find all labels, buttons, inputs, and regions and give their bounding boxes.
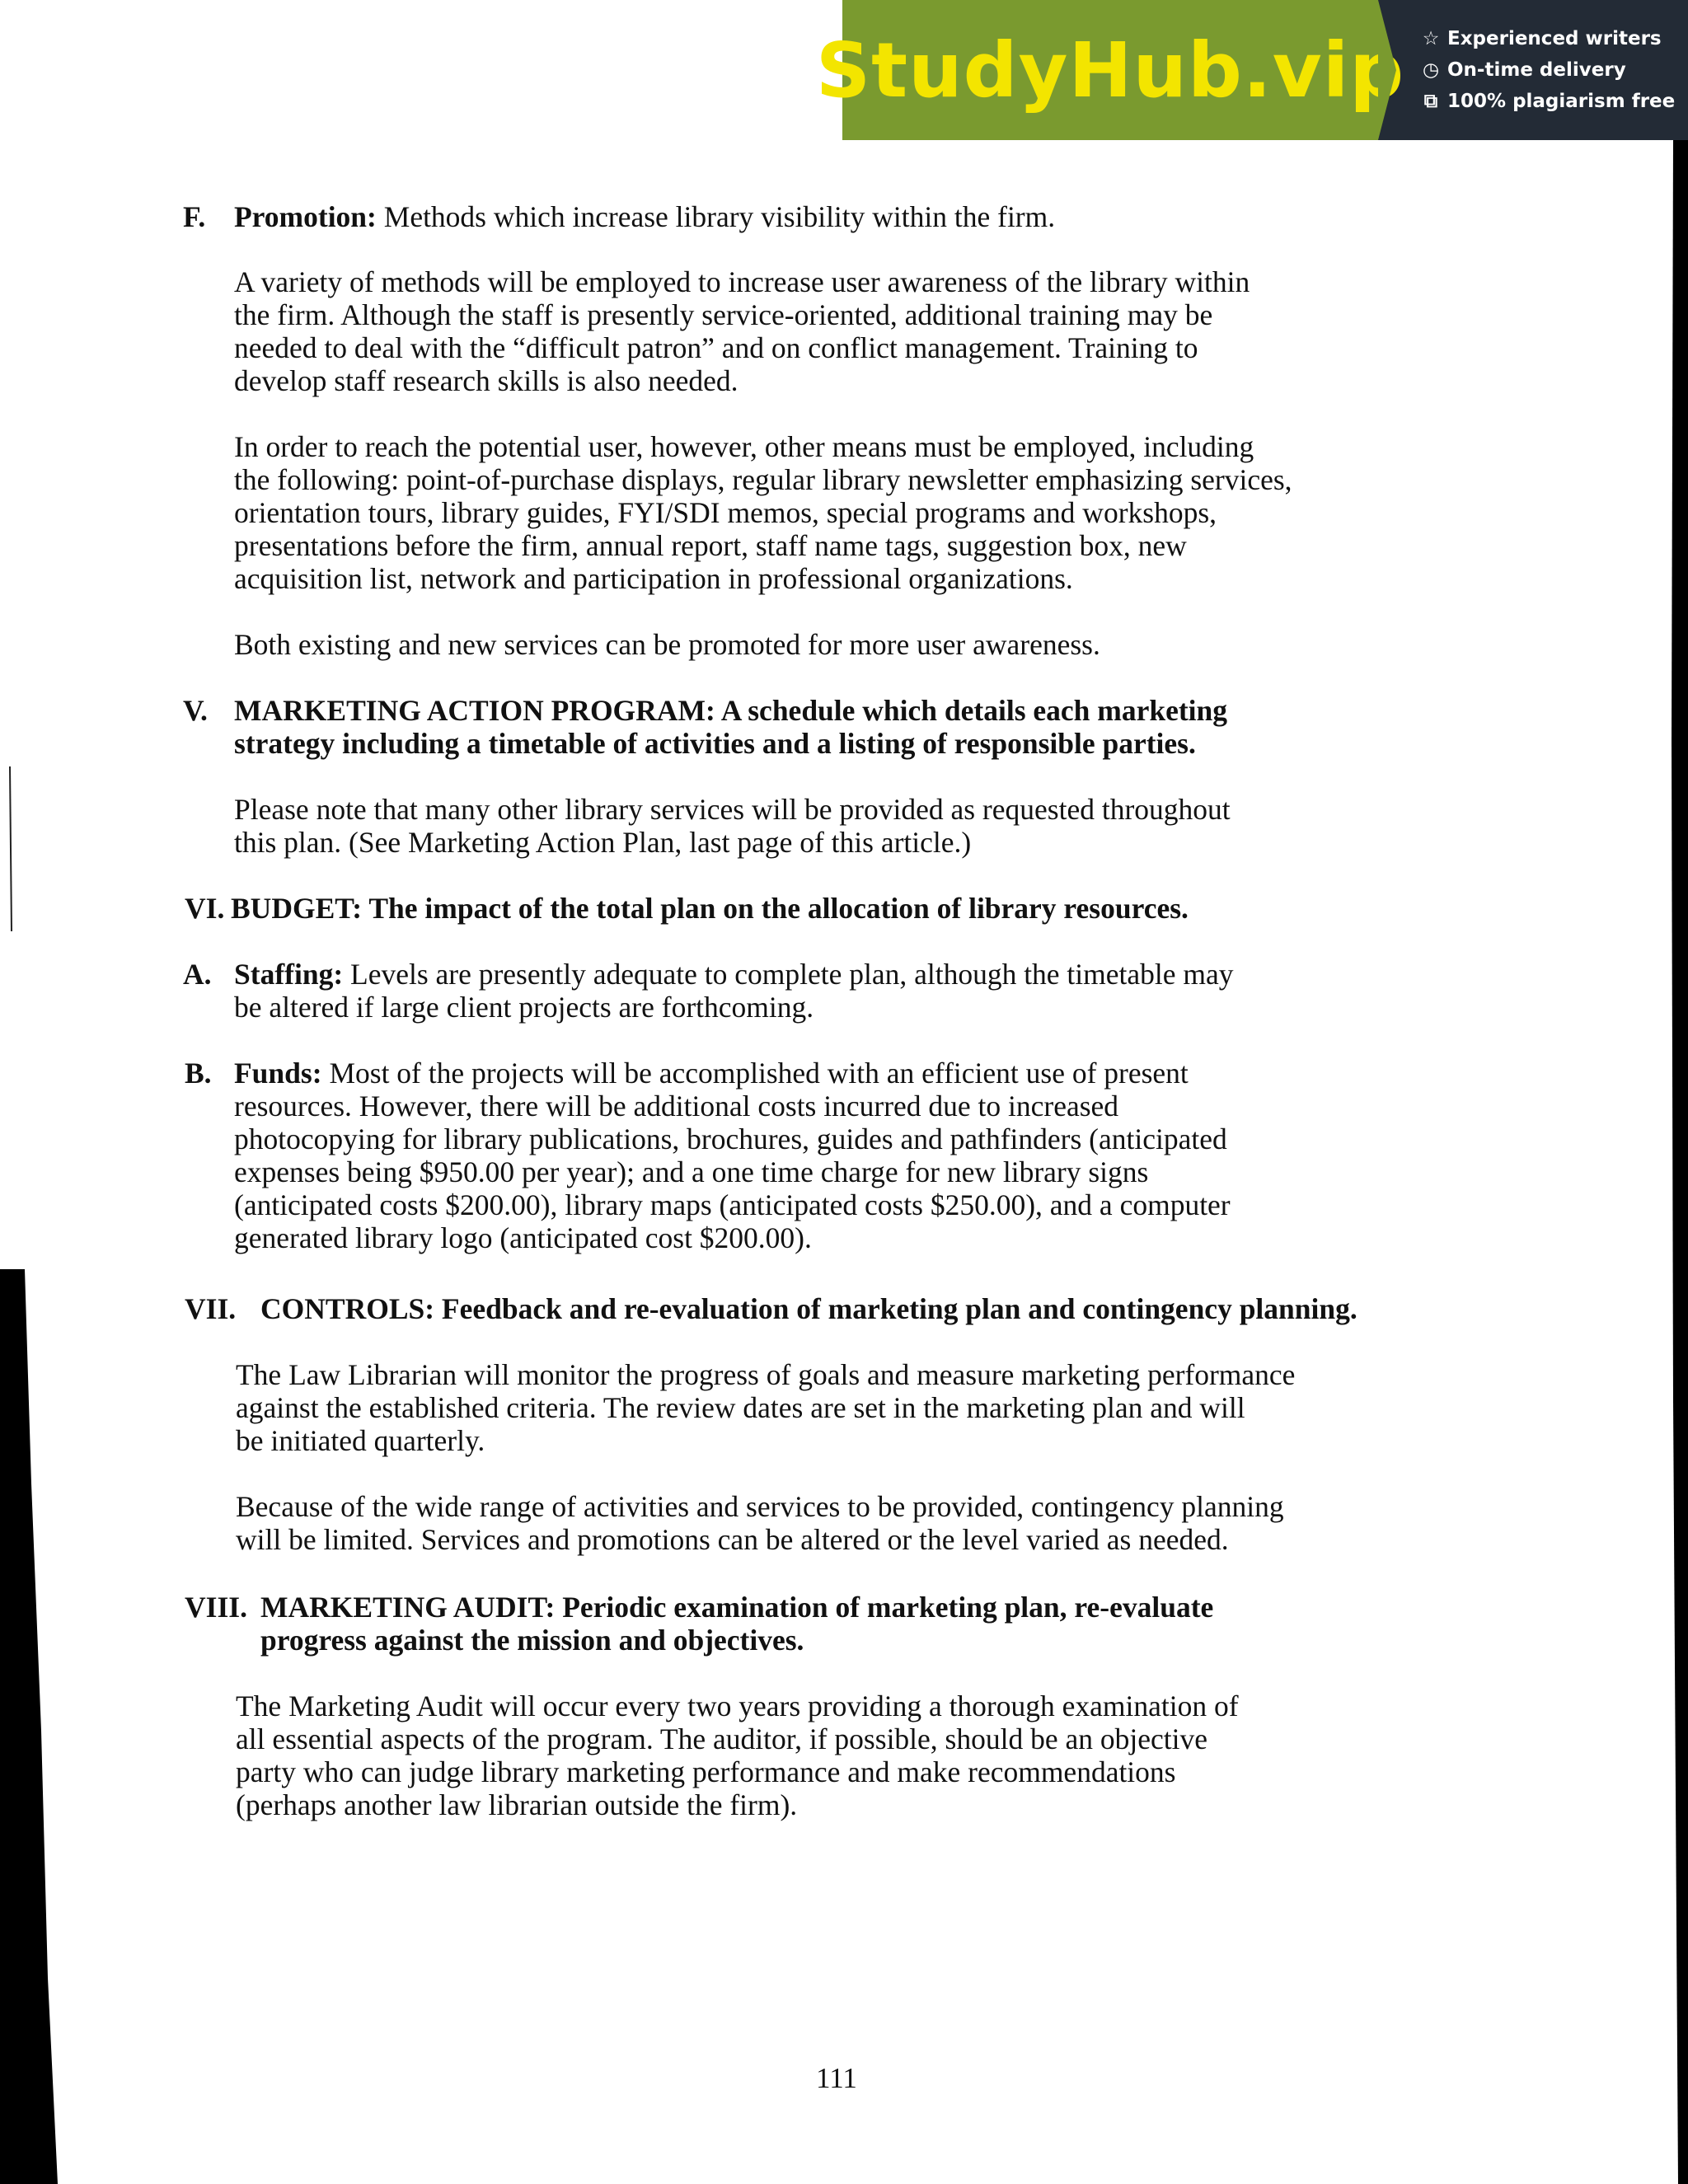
- star-icon: ☆: [1422, 28, 1440, 49]
- section-mark: A.: [183, 958, 212, 991]
- text-line: be altered if large client projects are forthcoming.: [234, 991, 814, 1024]
- heading-line: CONTROLS: Feedback and re-evaluation of marketing plan and contingency planning.: [260, 1292, 1357, 1325]
- text-line: against the established criteria. The review dates are set in the marketing plan and will: [236, 1391, 1245, 1424]
- section-heading: [260, 1292, 1497, 1325]
- heading-label: Funds:: [234, 1057, 322, 1090]
- feature-text: 100% plagiarism free: [1447, 91, 1676, 112]
- text-line: In order to reach the potential user, however, other means must be employed, including: [234, 430, 1254, 463]
- feature-text: Experienced writers: [1447, 28, 1662, 49]
- heading-line: MARKETING AUDIT: Periodic examination of marketing plan, re-evaluate: [260, 1591, 1214, 1624]
- text-line: (anticipated costs $200.00), library maps (anticipated costs $250.00), and a computer: [234, 1188, 1231, 1221]
- clock-icon: ◷: [1422, 59, 1440, 81]
- paragraph: [236, 1690, 1472, 1821]
- section-heading: [234, 694, 1470, 760]
- paragraph: [234, 628, 1470, 661]
- text-line: all essential aspects of the program. The auditor, if possible, should be an objective: [236, 1722, 1207, 1755]
- text-line: needed to deal with the “difficult patron” and on conflict management. Training to: [234, 331, 1198, 364]
- banner-logo[interactable]: [815, 0, 1405, 140]
- text-line: The Marketing Audit will occur every two years providing a thorough examination of: [236, 1690, 1239, 1722]
- heading-line: progress against the mission and objectives.: [260, 1624, 804, 1657]
- text-line: party who can judge library marketing performance and make recommendations: [236, 1755, 1176, 1788]
- feature-item: [1419, 59, 1688, 81]
- paragraph: [234, 793, 1470, 859]
- heading-line: strategy including a timetable of activities and a listing of responsible parties.: [234, 727, 1196, 760]
- heading-label: Promotion:: [234, 200, 377, 233]
- line-text: Most of the projects will be accomplished with an efficient use of present: [321, 1057, 1189, 1090]
- scan-line-left: [10, 766, 12, 931]
- logo-text: StudyHub.vip: [815, 26, 1405, 115]
- text-line: develop staff research skills is also needed.: [234, 364, 738, 397]
- section-mark: V.: [183, 694, 208, 727]
- section-heading: [234, 200, 1470, 233]
- feature-item: [1419, 28, 1688, 49]
- text-line: will be limited. Services and promotions can be altered or the level varied as needed.: [236, 1523, 1229, 1556]
- paragraph: [234, 430, 1470, 595]
- text-line: [234, 1057, 1470, 1090]
- section-mark: VIII.: [185, 1591, 247, 1624]
- heading-label: Staffing:: [234, 958, 344, 991]
- text-line: (perhaps another law librarian outside the firm).: [236, 1788, 798, 1821]
- text-line: resources. However, there will be additional costs incurred due to increased: [234, 1090, 1119, 1122]
- paragraph: [234, 265, 1470, 397]
- heading-text: Methods which increase library visibility within the firm.: [376, 200, 1056, 233]
- text-line: Both existing and new services can be promoted for more user awareness.: [234, 628, 1100, 661]
- section-heading: [231, 892, 1467, 925]
- section-mark: VII.: [185, 1292, 237, 1325]
- section-heading: [260, 1591, 1497, 1657]
- banner-arrow: [1378, 0, 1396, 140]
- text-line: the following: point-of-purchase displays, regular library newsletter emphasizing services,: [234, 463, 1292, 496]
- text-line: presentations before the firm, annual report, staff name tags, suggestion box, new: [234, 529, 1187, 562]
- copy-icon: ⧉: [1423, 91, 1438, 112]
- section-mark: VI.: [185, 892, 225, 925]
- paragraph: [234, 1057, 1470, 1254]
- paragraph: [234, 958, 1470, 1024]
- heading-line: BUDGET: The impact of the total plan on the allocation of library resources.: [231, 892, 1189, 925]
- text-line: acquisition list, network and participation in professional organizations.: [234, 562, 1073, 595]
- banner-features: [1378, 0, 1688, 140]
- section-mark: F.: [183, 200, 206, 233]
- text-line: this plan. (See Marketing Action Plan, last page of this article.): [234, 826, 972, 859]
- text-line: Please note that many other library services will be provided as requested throughout: [234, 793, 1231, 826]
- text-line: be initiated quarterly.: [236, 1424, 485, 1457]
- text-line: orientation tours, library guides, FYI/SDI memos, special programs and workshops,: [234, 496, 1217, 529]
- text-line: expenses being $950.00 per year); and a one time charge for new library signs: [234, 1155, 1149, 1188]
- promo-banner[interactable]: [815, 0, 1688, 140]
- text-line: The Law Librarian will monitor the progress of goals and measure marketing performance: [236, 1358, 1296, 1391]
- line-text: Levels are presently adequate to complete plan, although the timetable may: [343, 958, 1234, 991]
- text-line: [234, 958, 1470, 991]
- text-line: Because of the wide range of activities and services to be provided, contingency planning: [236, 1490, 1284, 1523]
- heading-line: MARKETING ACTION PROGRAM: A schedule which details each marketing: [234, 694, 1228, 727]
- scan-edge-left: [0, 1269, 58, 2184]
- paragraph: [236, 1358, 1472, 1457]
- text-line: photocopying for library publications, brochures, guides and pathfinders (anticipated: [234, 1122, 1227, 1155]
- feature-text: On-time delivery: [1447, 59, 1626, 81]
- feature-item: [1419, 91, 1688, 112]
- scan-edge-right: [1672, 140, 1688, 2184]
- paragraph: [236, 1490, 1472, 1556]
- page-number: 111: [816, 2062, 857, 2094]
- text-line: generated library logo (anticipated cost $200.00).: [234, 1221, 812, 1254]
- text-line: A variety of methods will be employed to increase user awareness of the library within: [234, 265, 1250, 298]
- section-mark: B.: [185, 1057, 212, 1090]
- text-line: the firm. Although the staff is presently service-oriented, additional training may be: [234, 298, 1213, 331]
